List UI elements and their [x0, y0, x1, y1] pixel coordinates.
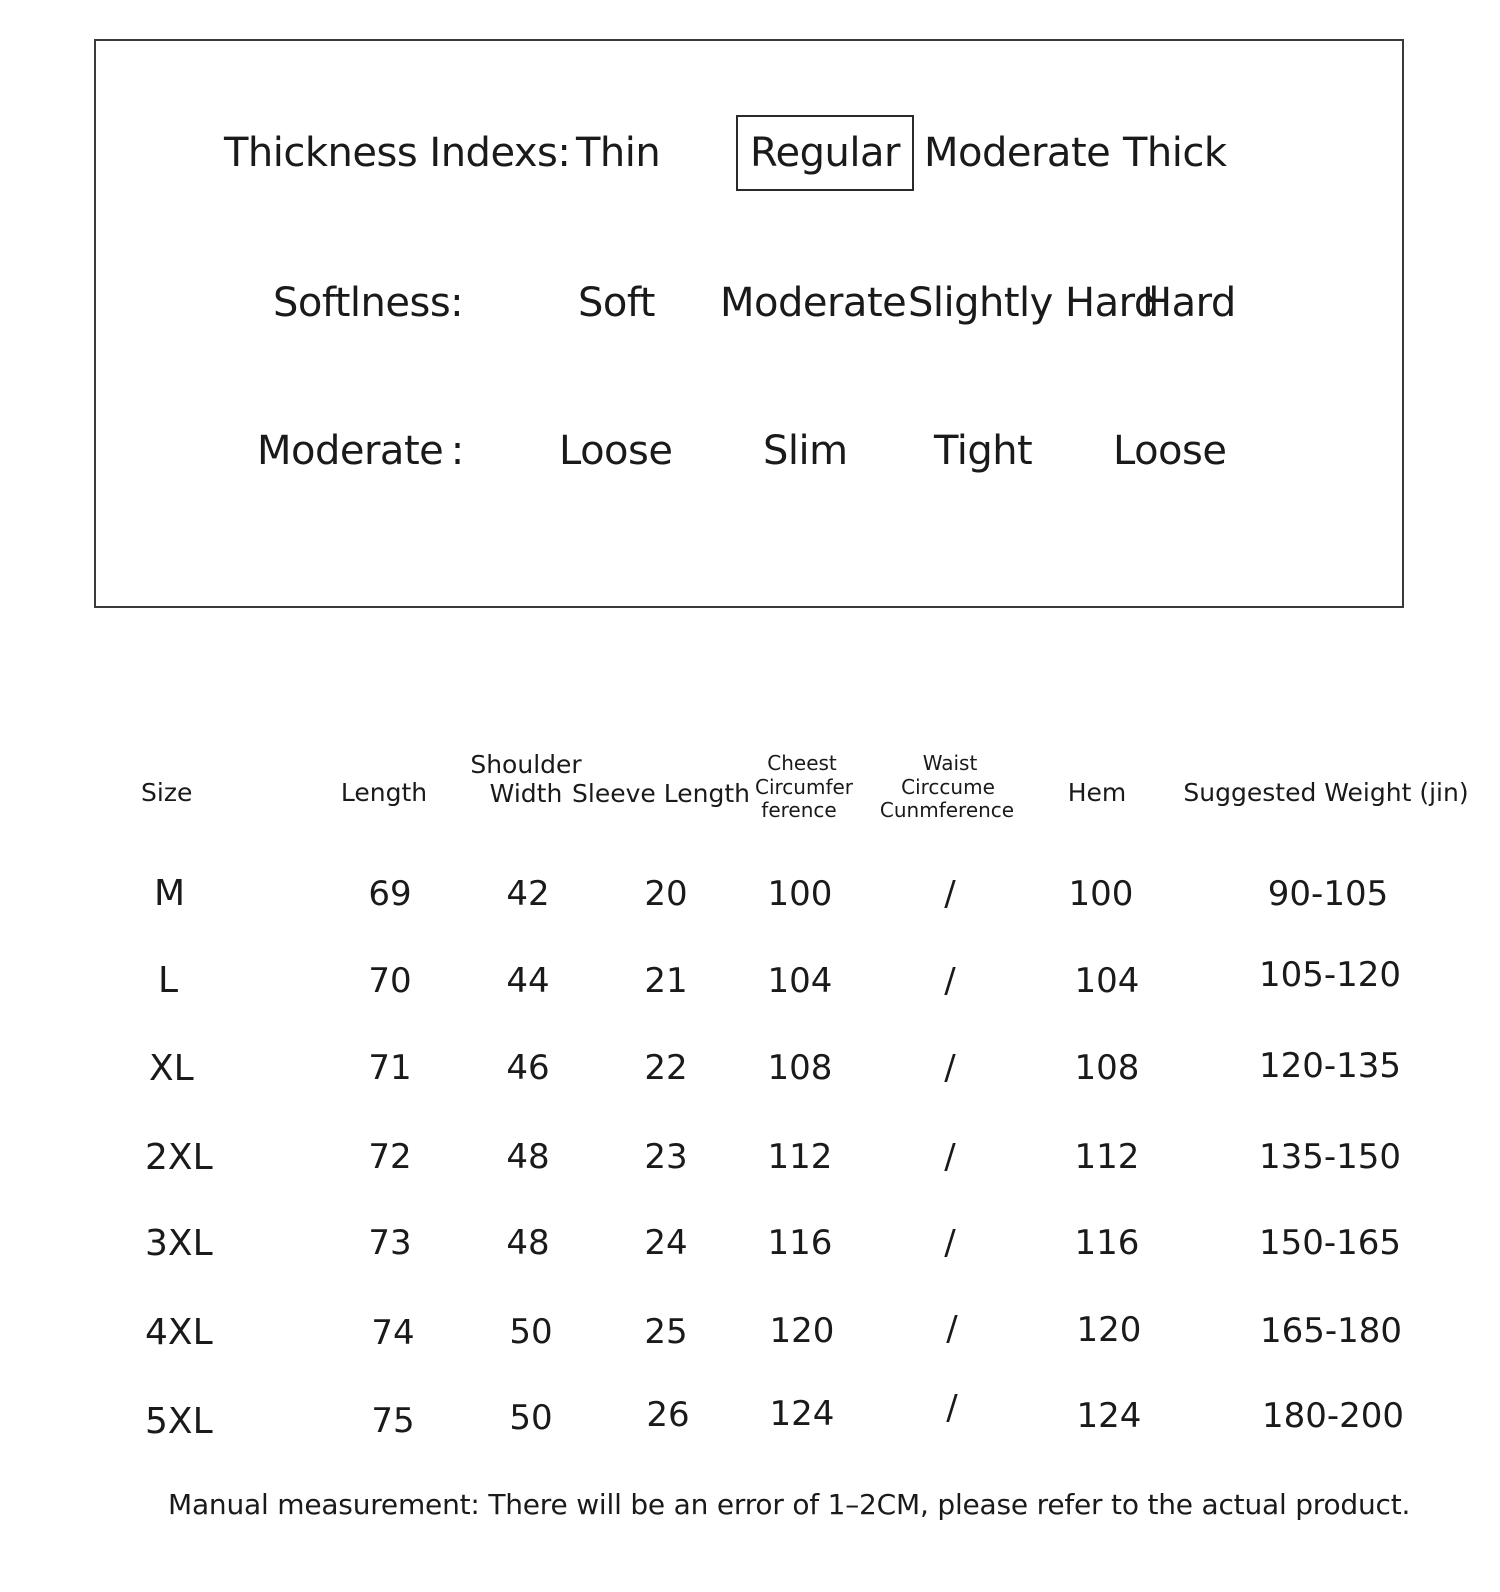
header-suggested-weight: Suggested Weight (jin) [1183, 778, 1469, 807]
cell-waist: / [944, 874, 956, 914]
cell-shoulder: 50 [509, 1312, 553, 1352]
measurement-footnote: Manual measurement: There will be an error of 1–2CM, please refer to the actual product. [168, 1488, 1411, 1521]
header-sleeve-length: Sleeve Length [572, 779, 750, 808]
cell-shoulder: 46 [506, 1048, 550, 1088]
cell-chest: 100 [767, 874, 833, 914]
cell-hem: 116 [1074, 1223, 1140, 1263]
cell-size: 4XL [145, 1312, 213, 1353]
cell-sleeve: 22 [644, 1048, 688, 1088]
cell-chest: 124 [769, 1394, 835, 1434]
cell-weight: 105-120 [1258, 955, 1402, 995]
cell-shoulder: 48 [506, 1223, 550, 1263]
cell-shoulder: 50 [509, 1398, 553, 1438]
cell-sleeve: 25 [644, 1312, 688, 1352]
thickness-option-thin: Thin [576, 130, 661, 176]
cell-shoulder: 44 [506, 961, 550, 1001]
fit-option-slim: Slim [763, 428, 848, 474]
cell-chest: 120 [769, 1311, 835, 1351]
cell-hem: 108 [1074, 1048, 1140, 1088]
cell-waist: / [946, 1388, 958, 1428]
cell-size: 3XL [145, 1223, 213, 1264]
header-shoulder-line1: Shoulder [470, 750, 582, 779]
cell-weight: 135-150 [1258, 1137, 1402, 1177]
cell-sleeve: 20 [644, 874, 688, 914]
softness-label: Softlness: [273, 280, 464, 326]
cell-size: L [158, 960, 179, 1001]
header-chest-line1: Cheest [767, 751, 837, 775]
cell-chest: 116 [767, 1223, 833, 1263]
cell-weight: 150-165 [1258, 1223, 1402, 1263]
cell-length: 74 [371, 1313, 415, 1353]
cell-length: 69 [368, 874, 412, 914]
cell-length: 73 [368, 1223, 412, 1263]
cell-sleeve: 21 [644, 961, 688, 1001]
cell-waist: / [944, 961, 956, 1001]
header-chest-line2: Circumfer [754, 775, 854, 799]
cell-length: 75 [371, 1401, 415, 1441]
fit-option-tight: Tight [934, 428, 1033, 474]
cell-size: 2XL [145, 1137, 213, 1178]
cell-hem: 104 [1074, 961, 1140, 1001]
cell-sleeve: 26 [646, 1395, 690, 1435]
header-chest-line3: ference [761, 798, 837, 822]
header-waist-line2: Circcume [901, 775, 995, 799]
cell-chest: 112 [767, 1137, 833, 1177]
thickness-label: Thickness Indexs: [224, 130, 571, 176]
softness-option-soft: Soft [578, 280, 655, 326]
header-waist-line3: Cunmference [879, 798, 1015, 822]
fit-label: Moderate : [257, 428, 464, 474]
cell-waist: / [944, 1048, 956, 1088]
cell-weight: 120-135 [1258, 1046, 1402, 1086]
softness-option-moderate: Moderate [720, 280, 907, 326]
cell-hem: 112 [1074, 1137, 1140, 1177]
header-hem: Hem [1067, 778, 1127, 807]
header-length: Length [340, 778, 428, 807]
header-size: Size [141, 778, 193, 807]
fit-option-loose-2: Loose [1113, 428, 1227, 474]
cell-size: 5XL [145, 1401, 213, 1442]
cell-hem: 124 [1076, 1396, 1142, 1436]
header-waist-line1: Waist [922, 751, 978, 775]
softness-option-hard: Hard [1142, 280, 1236, 326]
cell-size: M [154, 873, 186, 914]
cell-chest: 108 [767, 1048, 833, 1088]
cell-length: 70 [368, 961, 412, 1001]
cell-hem: 120 [1076, 1310, 1142, 1350]
cell-weight: 90-105 [1267, 874, 1389, 914]
cell-waist: / [946, 1309, 958, 1349]
cell-hem: 100 [1068, 874, 1134, 914]
cell-length: 71 [368, 1048, 412, 1088]
header-shoulder-line2: Width [489, 779, 563, 808]
cell-length: 72 [368, 1137, 412, 1177]
cell-chest: 104 [767, 961, 833, 1001]
softness-option-slightly-hard: Slightly Hard [908, 280, 1159, 326]
cell-shoulder: 48 [506, 1137, 550, 1177]
thickness-option-regular-selected: Regular [736, 115, 914, 191]
cell-shoulder: 42 [506, 874, 550, 914]
cell-waist: / [944, 1223, 956, 1263]
thickness-option-thick: Thick [1123, 130, 1227, 176]
fit-option-loose: Loose [559, 428, 673, 474]
cell-waist: / [944, 1137, 956, 1177]
cell-size: XL [149, 1048, 194, 1089]
thickness-option-moderate: Moderate [924, 130, 1111, 176]
cell-weight: 180-200 [1261, 1396, 1405, 1436]
cell-sleeve: 23 [644, 1137, 688, 1177]
cell-sleeve: 24 [644, 1223, 688, 1263]
cell-weight: 165-180 [1259, 1311, 1403, 1351]
